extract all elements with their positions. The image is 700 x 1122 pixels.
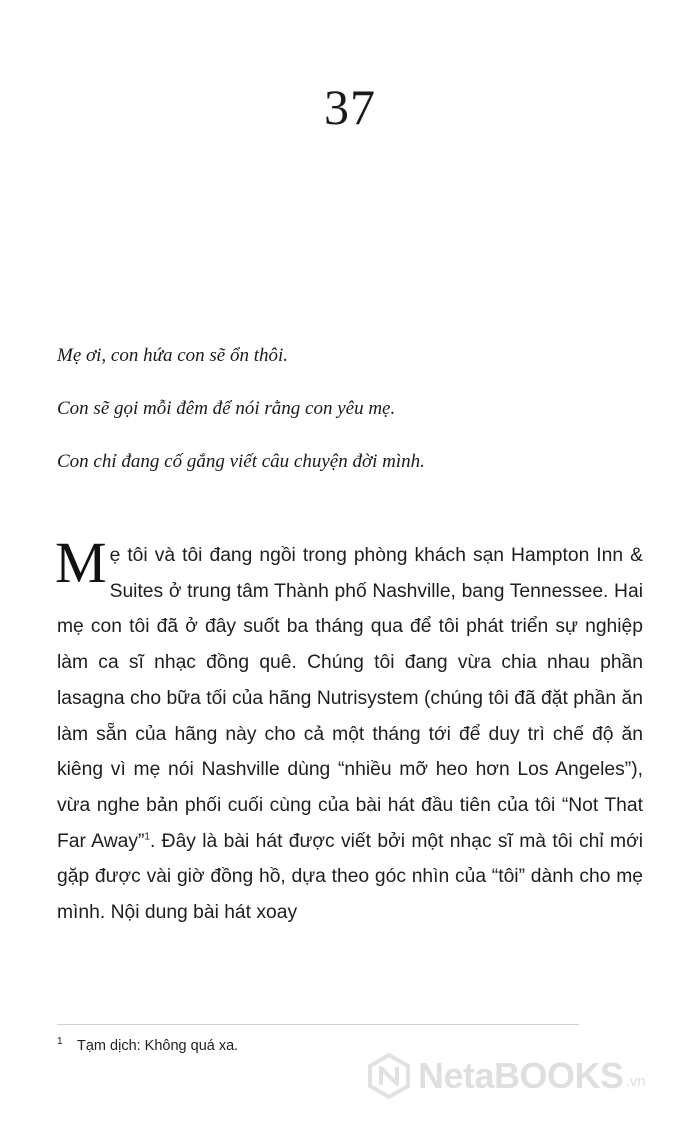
epigraph-line: Con chỉ đang cố gắng viết câu chuyện đời mình. — [57, 451, 425, 472]
publisher-watermark — [366, 1052, 686, 1100]
footnote-divider — [57, 1024, 579, 1025]
footnote: $^1$ Tạm dịch: Không quá xa. — [57, 1036, 239, 1054]
footnote-text: Tạm dịch: Không quá xa. — [77, 1038, 239, 1054]
epigraph-line: Con sẽ gọi mỗi đêm để nói rằng con yêu mẹ. — [57, 398, 396, 419]
watermark-suffix: .vn — [625, 1073, 646, 1090]
chapter-number: 37 — [324, 79, 376, 135]
netabooks-logo-icon — [366, 1053, 412, 1099]
footnote-reference[interactable]: 1 — [144, 831, 150, 843]
drop-cap: M — [55, 530, 107, 595]
body-text-part-1: ẹ tôi và tôi đang ngồi trong phòng khách sạn Hampton Inn & Suites ở trung tâm Thành phố Nashville, bang Tennessee. Hai mẹ con tôi đã ở đây suốt ba tháng qua để tôi phát triển sự nghiệp làm ca sĩ nhạc đồng quê. Chúng tôi đang vừa chia nhau phần lasagna cho bữa tối của hãng Nutrisystem (chúng tôi đã đặt phần ăn làm sẵn của hãng này cho cả một tháng tới để duy trì chế độ ăn kiêng vì mẹ nói Nashville dùng “nhiều mỡ heo hơn Los Angeles”), vừa nghe bản phối cuối cùng của bài hát đầu tiên của tôi “Not That Far Away” — [57, 545, 643, 852]
epigraph — [57, 343, 647, 502]
epigraph-line: Mẹ ơi, con hứa con sẽ ổn thôi. — [57, 345, 289, 366]
watermark-brand: NetaBOOKS — [418, 1055, 624, 1096]
body-paragraph — [55, 530, 643, 931]
body-text-part-2: . Đây là bài hát được viết bởi một nhạc sĩ mà tôi chỉ mới gặp được vài giờ đồng hồ, dựa theo góc nhìn của “tôi” dành cho mẹ mình. Nội dung bài hát xoay — [57, 830, 643, 924]
